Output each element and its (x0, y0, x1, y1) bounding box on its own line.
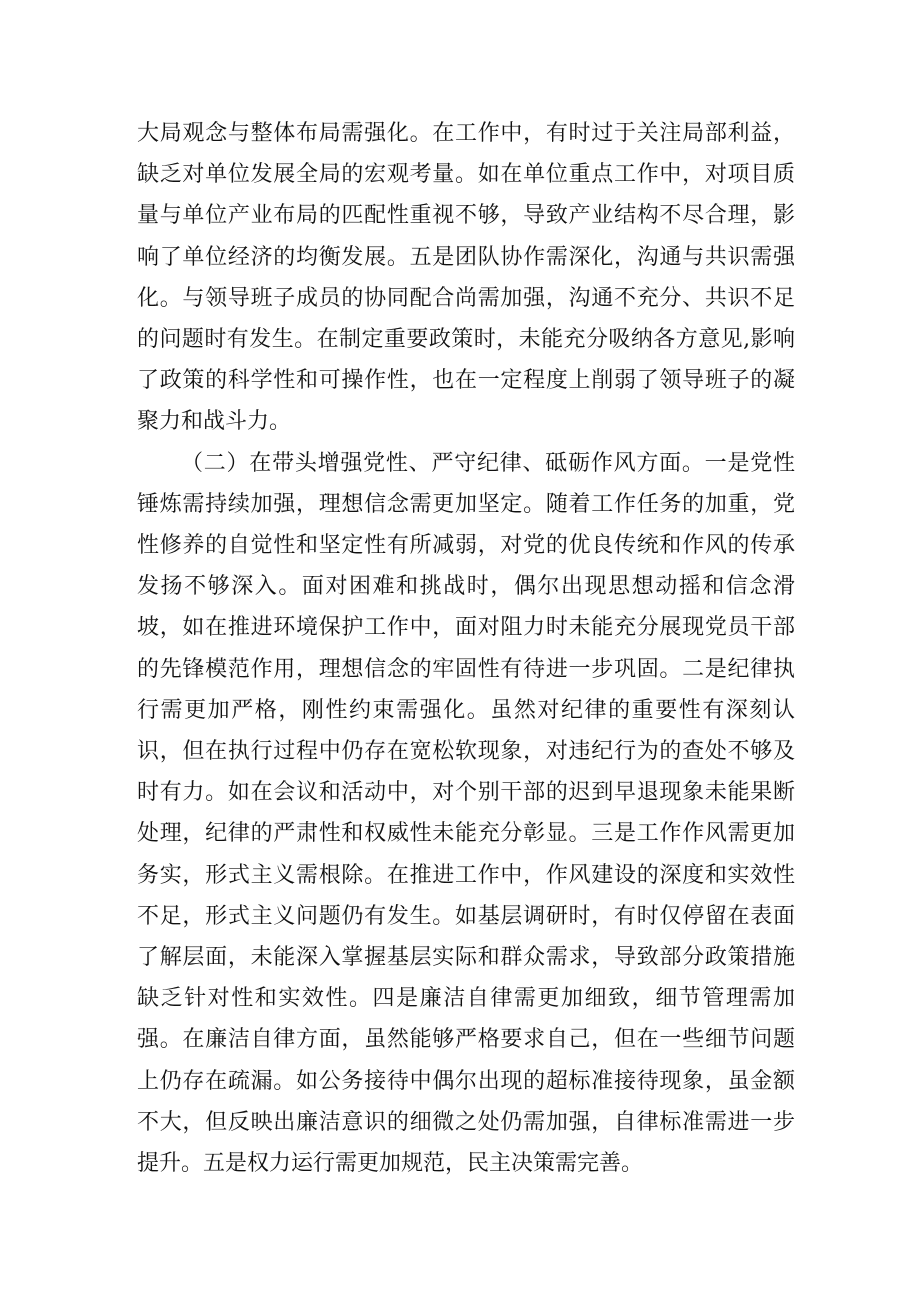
paragraph-section-two: （二）在带头增强党性、严守纪律、砥砺作风方面。一是党性锤炼需持续加强，理想信念需更加坚定。随着工作任务的加重，党性修养的自觉性和坚定性有所减弱，对党的优良传统和作风的传承发扬不够深入。面对困难和挑战时，偶尔出现思想动摇和信念滑坡，如在推进环境保护工作中，面对阻力时未能充分展现党员干部的先锋模范作用，理想信念的牢固性有待进一步巩固。二是纪律执行需更加严格，刚性约束需强化。虽然对纪律的重要性有深刻认识，但在执行过程中仍存在宽松软现象，对违纪行为的查处不够及时有力。如在会议和活动中，对个别干部的迟到早退现象未能果断处理，纪律的严肃性和权威性未能充分彰显。三是工作作风需更加务实，形式主义需根除。在推进工作中，作风建设的深度和实效性不足，形式主义问题仍有发生。如基层调研时，有时仅停留在表面了解层面，未能深入掌握基层实际和群众需求，导致部分政策措施缺乏针对性和实效性。四是廉洁自律需更加细致，细节管理需加强。在廉洁自律方面，虽然能够严格要求自己，但在一些细节问题上仍存在疏漏。如公务接待中偶尔出现的超标准接待现象，虽金额不大，但反映出廉洁意识的细微之处仍需加强，自律标准需进一步提升。五是权力运行需更加规范，民主决策需完善。 (137, 450, 795, 1177)
paragraph-continued: 大局观念与整体布局需强化。在工作中，有时过于关注局部利益，缺乏对单位发展全局的宏观考量。如在单位重点工作中，对项目质量与单位产业布局的匹配性重视不够，导致产业结构不尽合理，影响了单位经济的均衡发展。五是团队协作需深化，沟通与共识需强化。与领导班子成员的协同配合尚需加强，沟通不充分、共识不足的问题时有发生。在制定重要政策时，未能充分吸纳各方意见,影响了政策的科学性和可操作性，也在一定程度上削弱了领导班子的凝聚力和战斗力。 (137, 121, 795, 435)
body-text (137, 113, 795, 1184)
